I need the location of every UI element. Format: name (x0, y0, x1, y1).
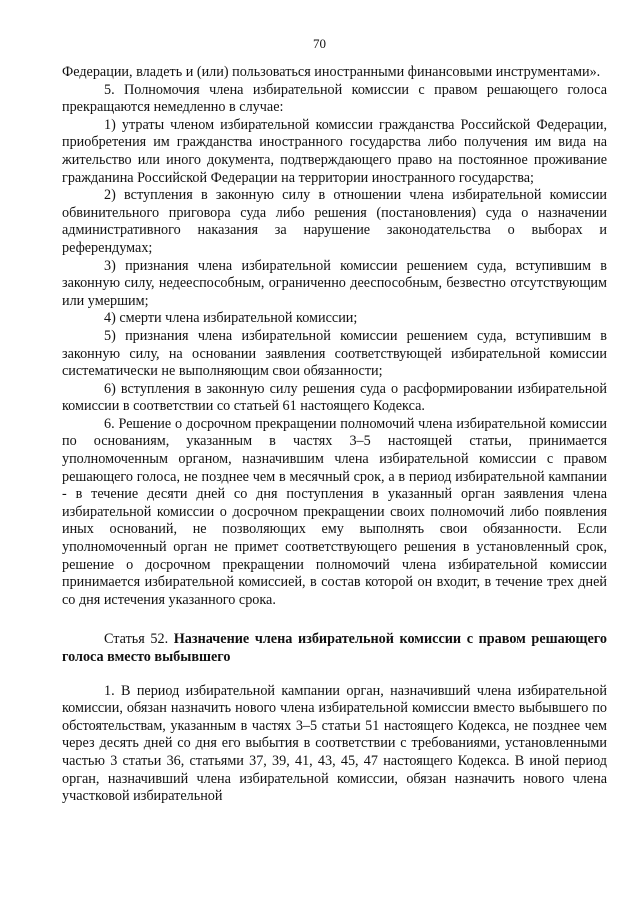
paragraph: 3) признания члена избирательной комиссии решением суда, вступившим в законную силу, недееспособным, ограниченно дееспособным, безвестно отсутствующим или умершим; (62, 257, 607, 309)
paragraph: 1. В период избирательной кампании орган, назначивший члена избирательной комиссии, обязан назначить нового члена избирательной комиссии вместо выбывшего по обстоятельствам, указанным в частях 3–5 статьи 51 настоящего Кодекса, не позднее чем через десять дней со дня его выбытия в соответствии с требованиями, установленными частью 3 статьи 36, статьями 37, 39, 41, 43, 45, 47 настоящего Кодекса. В иной период орган, назначивший члена избирательной комиссии, обязан назначить нового члена участковой избирательной (62, 682, 607, 805)
paragraph: Федерации, владеть и (или) пользоваться иностранными финансовыми инструментами». (62, 64, 601, 80)
page-number: 70 (313, 36, 326, 51)
paragraph: 4) смерти члена избирательной комиссии; (104, 310, 358, 327)
document-body (62, 64, 607, 806)
article-title: Назначение члена избирательной комиссии с правом решающего голоса вместо выбывшего (62, 631, 607, 665)
paragraph: 5. Полномочия члена избирательной комиссии с правом решающего голоса прекращаются немедленно в случае: (62, 81, 607, 116)
article-heading (62, 631, 607, 666)
paragraph: 2) вступления в законную силу в отношении члена избирательной комиссии обвинительного приговора суда либо решения (постановления) суда о назначении административного наказания за нарушение законодательства о выборах и референдумах; (62, 187, 607, 256)
paragraph: 6) вступления в законную силу решения суда о расформировании избирательной комиссии в соответствии со статьей 61 настоящего Кодекса. (62, 380, 607, 415)
paragraph: 6. Решение о досрочном прекращении полномочий члена избирательной комиссии по основаниям, указанным в частях 3–5 настоящей статьи, принимается уполномоченным органом, назначившим члена избирательной комиссии с правом решающего голоса, не позднее чем в месячный срок, а в период избирательной кампании - в течение десяти дней со дня поступления в указанный орган заявления члена избирательной комиссии о досрочном прекращении своих полномочий либо появления иных оснований, не позволяющих ему выполнять свои обязанности. Если уполномоченный орган не примет соответствующего решения в установленный срок, решение о досрочном прекращении полномочий члена избирательной комиссии принимается избирательной комиссией, в состав которой он входит, в течение трех дней со дня истечения указанного срока. (62, 415, 607, 608)
paragraph: 1) утраты членом избирательной комиссии гражданства Российской Федерации, приобретения им гражданства иностранного государства либо получения им вида на жительство или иного документа, подтверждающего право на постоянное проживание гражданина Российской Федерации на территории иностранного государства; (62, 116, 607, 186)
article-number: Статья 52. (104, 631, 174, 648)
paragraph: 5) признания члена избирательной комиссии решением суда, вступившим в законную силу, на основании заявления соответствующей избирательной комиссии систематически не выполняющим свои обязанности; (62, 327, 607, 380)
